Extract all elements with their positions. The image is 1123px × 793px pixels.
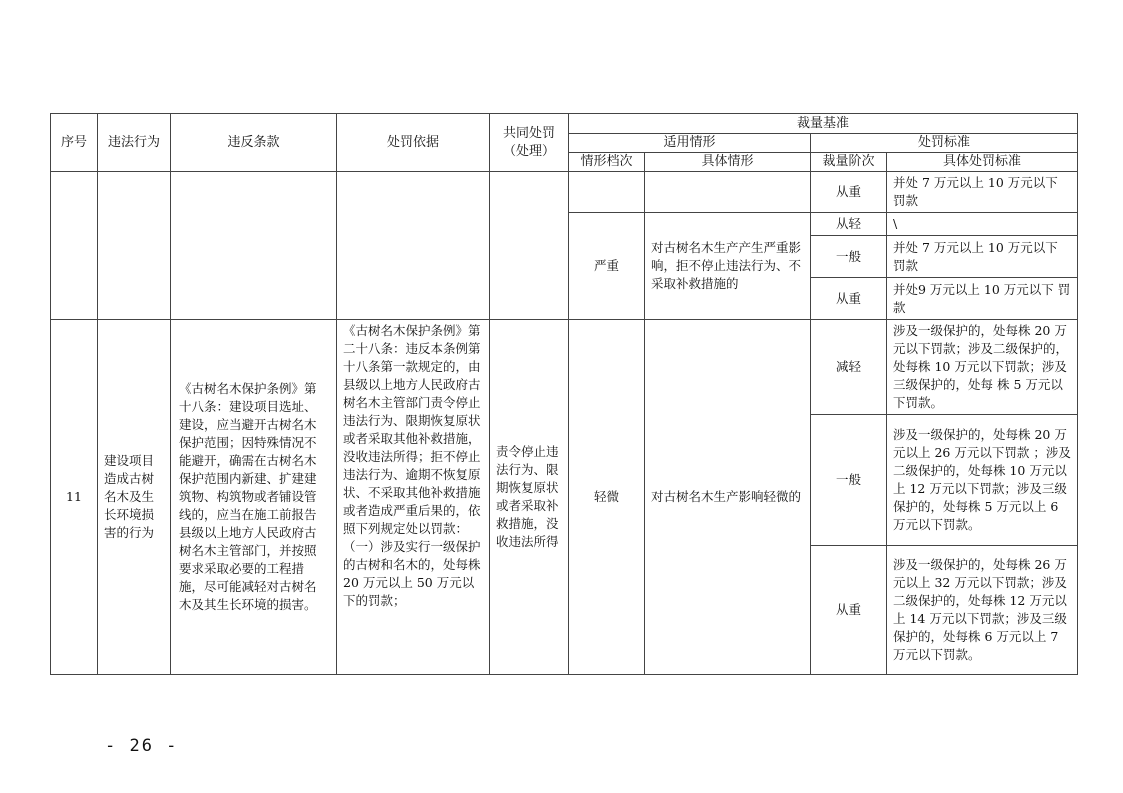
discretion-tier: 从重 (811, 278, 887, 320)
empty-cell (51, 172, 98, 320)
page-number: - 26 - (105, 736, 179, 756)
empty-cell (490, 172, 569, 320)
discretion-tier: 从重 (811, 172, 887, 213)
header-discretion-tier: 裁量阶次 (811, 153, 887, 172)
header-specific-standard: 具体处罚标准 (887, 153, 1078, 172)
header-common-penalty: 共同处罚 （处理） (490, 114, 569, 172)
penalty-standard: 涉及一级保护的，处每株 20 万元以上 26 万元以下罚款 ；涉及二级保护的，处每株 10 万元以上 12 万元以下罚款；涉及三级保护的，处每株 5 万元以上 6 万元以下罚款。 (887, 415, 1078, 546)
header-seq: 序号 (51, 114, 98, 172)
header-situation-level: 情形档次 (569, 153, 645, 172)
discretion-tier: 从轻 (811, 213, 887, 236)
discretion-tier: 从重 (811, 546, 887, 675)
discretion-tier: 一般 (811, 415, 887, 546)
penalty-standard: 涉及一级保护的，处每株 26 万元以上 32 万元以下罚款；涉及二级保护的，处每株 12 万元以上 14 万元以下罚款；涉及三级保护的，处每株 6 万元以上 7 万元以下罚款。 (887, 546, 1078, 675)
situation-level: 轻微 (569, 320, 645, 675)
header-discretion-base: 裁量基准 (569, 114, 1078, 134)
penalty-basis: 《古树名木保护条例》第二十八条：违反本条例第十八条第一款规定的，由县级以上地方人民政府古树名木主管部门责令停止违法行为、限期恢复原状或者采取其他补救措施，没收违法所得；拒不停止违法行为、逾期不恢复原状、不采取其他补救措施或者造成严重后果的，依照下列规定处以罚款：（一）涉及实行一级保护的古树和名木的，处每株 20 万元以上 50 万元以下的罚款； (337, 320, 490, 675)
header-violated-clause: 违反条款 (171, 114, 337, 172)
header-penalty-standard: 处罚标准 (811, 134, 1078, 153)
discretion-tier: 减轻 (811, 320, 887, 415)
penalty-standard: 并处 7 万元以上 10 万元以下 罚款 (887, 172, 1078, 213)
situation-level: 严重 (569, 213, 645, 320)
empty-cell (337, 172, 490, 320)
header-violation: 违法行为 (98, 114, 171, 172)
discretion-tier: 一般 (811, 236, 887, 278)
header-penalty-basis: 处罚依据 (337, 114, 490, 172)
penalty-standard: 涉及一级保护的，处每株 20 万元以下罚款；涉及二级保护的，处每株 10 万元以下罚款；涉及三级保护的，处每 株 5 万元以下罚款。 (887, 320, 1078, 415)
table-row (51, 172, 1078, 213)
table-row (51, 320, 1078, 415)
penalty-standard: 并处 7 万元以上 10 万元以下 罚款 (887, 236, 1078, 278)
empty-cell (645, 172, 811, 213)
empty-cell (171, 172, 337, 320)
specific-situation: 对古树名木生产影响轻微的 (645, 320, 811, 675)
violation-behavior: 建设项目造成古树名木及生长环境损害的行为 (98, 320, 171, 675)
header-applicable-situation: 适用情形 (569, 134, 811, 153)
violated-clause: 《古树名木保护条例》第十八条：建设项目选址、建设，应当避开古树名木保护范围；因特殊情况不能避开，确需在古树名木保护范围内新建、扩建建筑物、构筑物或者铺设管线的，应当在施工前报告县级以上地方人民政府古树名木主管部门，并按照要求采取必要的工程措施，尽可能减轻对古树名木及其生长环境的损害。 (171, 320, 337, 675)
row-seq: 11 (51, 320, 98, 675)
header-specific-situation: 具体情形 (645, 153, 811, 172)
penalty-discretion-table (50, 113, 1078, 675)
penalty-standard: 并处9 万元以上 10 万元以下 罚款 (887, 278, 1078, 320)
common-penalty: 责令停止违法行为、限期恢复原状或者采取补救措施，没收违法所得 (490, 320, 569, 675)
empty-cell (569, 172, 645, 213)
specific-situation: 对古树名木生产产生严重影响，拒不停止违法行为、不采取补救措施的 (645, 213, 811, 320)
empty-cell (98, 172, 171, 320)
penalty-standard: \ (887, 213, 1078, 236)
